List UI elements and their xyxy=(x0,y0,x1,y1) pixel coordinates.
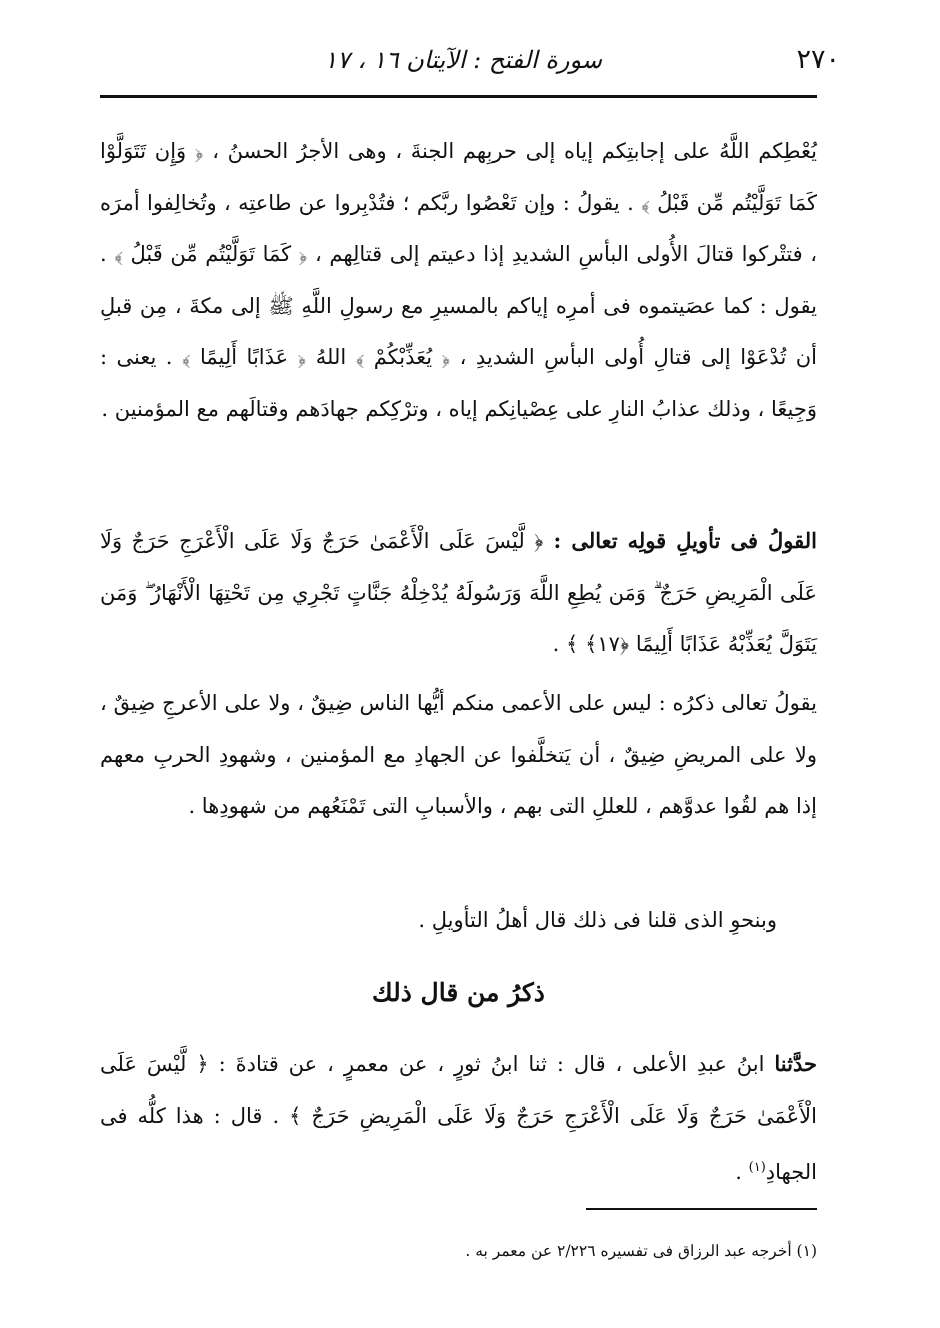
header-rule xyxy=(100,95,817,98)
quran-quote: ﴿ كَمَا تَوَلَّيْتُم مِّن قَبْلُ ﴾ xyxy=(114,242,308,266)
text-run: . xyxy=(552,632,566,656)
paragraph-interpreters-note xyxy=(100,895,817,947)
quran-quote: ﴿ لَّيْسَ عَلَى الْأَعْمَىٰ حَرَجٌ وَلَا عَلَى الْأَعْرَجِ حَرَجٌ وَلَا عَلَى الْمَرِيضِ حَرَجٌ ﴾ xyxy=(100,1052,817,1128)
text-run: . قال : هذا كلُّه فى الجهادِ xyxy=(100,1103,817,1184)
paragraph-verse-17 xyxy=(100,515,817,671)
quran-quote: ﴿ عَذَابًا أَلِيمًا ﴾ xyxy=(181,345,307,369)
text-run: . يقولُ : وإن تَعْصُوا ربَّكم ؛ فتُدْبِروا عن طاعتِه ، وتُخالِفوا أمرَه ، فتتْركوا قتالَ الأُولى البأسِ الشديدِ إذا دعيتم إلى قتالِهم ، xyxy=(100,190,817,266)
text-run: وبنحوِ الذى قلنا فى ذلك قال أهلُ التأويلِ . xyxy=(418,908,777,932)
text-run: ابنُ عبدِ الأعلى ، قال : ثنا ابنُ ثورٍ ، عن معمرٍ ، عن قتادةَ : xyxy=(208,1052,775,1076)
quran-quote: ﴿ وَإِن تَتَوَلَّوْا كَمَا تَوَلَّيْتُم مِّن قَبْلُ ﴾ xyxy=(100,139,817,215)
paragraph-commentary-verse-17 xyxy=(100,678,817,833)
section-heading: ذكرُ من قال ذلك xyxy=(372,978,545,1007)
quran-quote: ﴿ لَّيْسَ عَلَى الْأَعْمَىٰ حَرَجٌ وَلَا عَلَى الْأَعْرَجِ حَرَجٌ وَلَا عَلَى الْمَرِيضِ حَرَجٌ ۗ وَمَن يُطِعِ اللَّهَ وَرَسُولَهُ يُدْخِلْهُ جَنَّاتٍ تَجْرِي مِن تَحْتِهَا الْأَنْهَارُ ۖ وَمَن يَتَوَلَّ يُعَذِّبْهُ عَذَابًا أَلِيمًا ﴿١٧﴾ ﴾ xyxy=(100,529,817,656)
running-header-title: سورة الفتح : الآيتان ١٦ ، ١٧ xyxy=(324,46,602,74)
footnote-rule xyxy=(586,1208,817,1210)
paragraph-commentary-verse-16 xyxy=(100,126,817,435)
footnote: (١) أخرجه عبد الرزاق فى تفسيره ٢/٢٢٦ عن معمر به . xyxy=(465,1242,817,1260)
footnote-marker[interactable]: (١) xyxy=(748,1160,766,1175)
text-run: يقولُ تعالى ذكرُه : ليس على الأعمى منكم أيُّها الناس ضِيقٌ ، ولا على الأعرجِ ضِيقٌ ، ولا على المريضِ ضِيقٌ ، أن يَتخلَّفوا عن الجهادِ مع المؤمنين ، وشهودِ الحربِ معهم إذا هم لقُوا عدوَّهم ، للعللِ التى بهم ، والأسبابِ التى تَمْنَعُهم من شهودِها . xyxy=(100,691,817,818)
text-run: . يعنى : وَجِيعًا ، وذلك عذابُ النارِ على عِصْيانِكم إياه ، وترْكِكم جهادَهم وقتالَهم مع المؤمنين . xyxy=(100,345,817,421)
text-run: يُعْطِكم اللَّهُ على إجابتِكم إياه إلى حربِهم الجنةَ ، وهى الأجرُ الحسنُ ، xyxy=(203,139,817,163)
text-run: . يقول : كما عصَيتموه فى أمرِه إياكم بالمسيرِ مع رسولِ اللَّهِ ﷺ إلى مكةَ ، مِن قبلِ أن تُدْعَوْا إلى قتالِ أُولى البأسِ الشديدِ ، xyxy=(100,242,818,369)
quran-quote: ﴿ يُعَذِّبْكُمْ ﴾ xyxy=(355,345,451,369)
text-run: اللهُ xyxy=(306,345,356,369)
section-lead: القولُ فى تأويلِ قولِه تعالى : xyxy=(543,528,817,553)
paragraph-narration xyxy=(100,1038,817,1199)
page-number: ٢٧٠ xyxy=(796,44,840,75)
narration-lead: حدَّثنا xyxy=(774,1051,817,1076)
text-run: . xyxy=(735,1160,749,1184)
